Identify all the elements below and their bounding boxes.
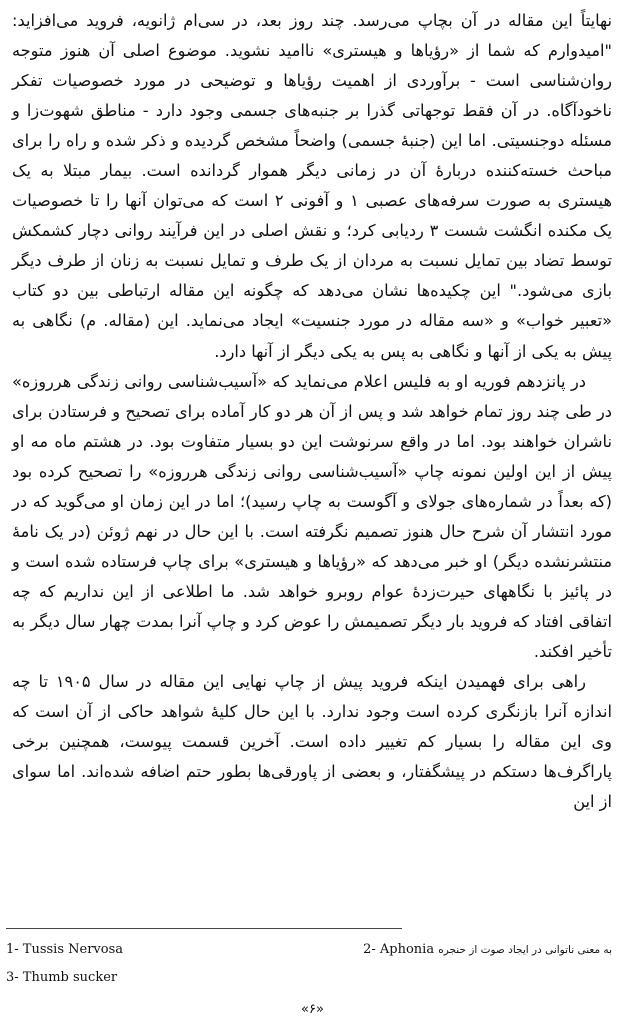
footnote-3: 3- Thumb sucker <box>6 970 118 985</box>
paragraph-1: نهایتاً این مقاله در آن بچاپ می‌رسد. چند روز بعد، در سی‌ام ژانویه، فروید می‌افزاید: "امیدوارم که شما از «رؤیاها و هیستری» ناامید نشوید. موضوع اصلی آن هنوز متوجه روان‌شناسی است - برآوردی از اهمیت رؤیاها و توضیحی در مورد خصوصیات تفکر ناخودآگاه. در آن فقط توجهاتی گذرا بر جنبه‌های جسمی وجود دارد - مناطق شهوت‌زا و مسئله دوجنسیتی. اما این (جنبهٔ جسمی) واضحاً مشخص گردیده و ذکر شده و راه را برای مباحث خسته‌کننده دربارهٔ آن در زمانی دیگر هموار گردانده است. بیمار مبتلا به یک هیستری به صورت سرفه‌های عصبی ۱ و آفونی ۲ است که می‌توان آنها را تا خصوصیات یک مکنده انگشت شست ۳ ردیابی کرد؛ و نقش اصلی در این فرآیند روانی دچار کشمکش توسط تضاد بین تمایل نسبت به مردان از یک طرف و تمایل نسبت به زنان از طرف دیگر بازی می‌شود." این چکیده‌ها نشان می‌دهد که چگونه این مقاله ارتباطی بین دو کتاب «تعبیر خواب» و «سه مقاله در مورد جنسیت» ایجاد می‌نماید. این (مقاله. م) نگاهی به پیش به یکی از آنها و نگاهی به پس به یکی دیگر از آنها دارد. <box>12 11 612 361</box>
footnote-1: 1- Tussis Nervosa <box>6 942 124 957</box>
paragraph-2: در پانزدهم فوریه او به فلیس اعلام می‌نماید که «آسیب‌شناسی روانی زندگی هرروزه» در طی چند روز تمام خواهد شد و پس از آن هر دو کار آماده برای تصحیح و فرستادن برای ناشران خواهند بود. اما در واقع سرنوشت این دو بسیار متفاوت بود. در هشتم ماه مه او پیش از این اولین نمونه چاپ «آسیب‌شناسی روانی زندگی هرروزه» را تصحیح کرده بود (که بعداً در شماره‌های جولای و آگوست به چاپ رسید)؛ اما در این زمان او می‌گوید که در مورد انتشار آن شرح حال هنوز تصمیم نگرفته است. با این حال در نهم ژوئن (در یک نامهٔ منتشرنشده دیگر) او خبر می‌دهد که «رؤیاها و هیستری» برای چاپ فرستاده شده است و در پائیز با نگاههای حیرت‌زدهٔ عوام روبرو خواهد شد. ما اطلاعی از این نداریم که چه اتفاقی افتاد که فروید بار دیگر تصمیمش را عوض کرد و چاپ آنرا بمدت چهار سال دیگر به تأخیر افکند. <box>12 371 612 661</box>
page-number: «۶» <box>301 1002 324 1017</box>
paragraph-3: راهی برای فهمیدن اینکه فروید پیش از چاپ نهایی این مقاله در سال ۱۹۰۵ تا چه اندازه آنرا بازنگری کرده است وجود ندارد. با این حال کلیهٔ شواهد حاکی از آن است که وی این مقاله را بسیار کم تغییر داده است. آخرین قسمت پیوست، همچنین برخی پاراگرف‌ها دستکم در پیشگفتار، و بعضی از پاورقی‌ها بطور حتم اضافه شده‌اند. اما سوای از این <box>12 672 612 812</box>
footnote-2 <box>363 942 612 958</box>
footnote-divider <box>6 928 402 929</box>
footnote-2-label: 2- Aphonia <box>363 942 435 957</box>
footnote-2-gloss: به معنی ناتوانی در ایجاد صوت از حنجره <box>438 944 612 956</box>
body-text <box>12 6 612 817</box>
